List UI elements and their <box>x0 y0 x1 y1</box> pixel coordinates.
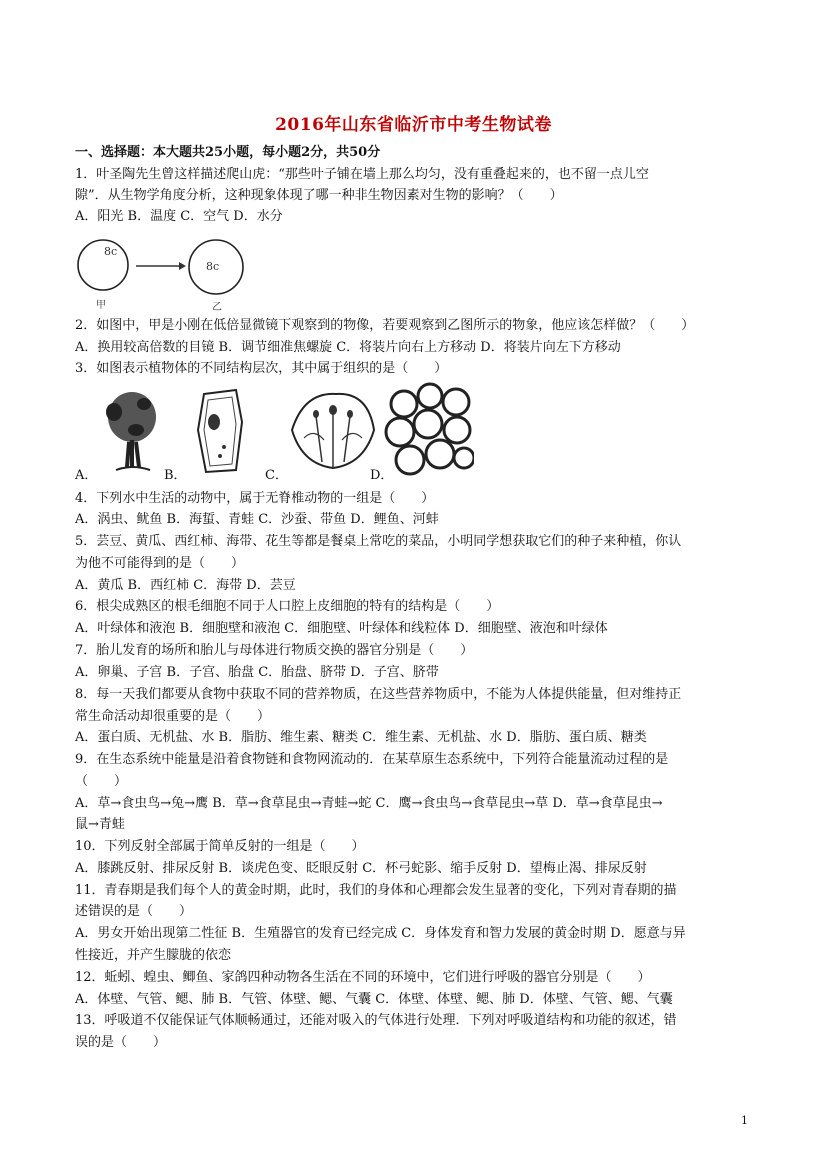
flower-image <box>292 394 374 468</box>
q3-stem: 3．如图表示植物体的不同结构层次，其中属于组织的是（ ） <box>75 361 448 376</box>
view-text-jia: 8c <box>104 245 118 258</box>
q12-stem: 12．蚯蚓、蝗虫、鲫鱼、家鸽四种动物各生活在不同的环境中，它们进行呼吸的器官分别是（ ） <box>75 970 651 985</box>
q4-options: A．涡虫、鱿鱼 B．海蜇、青蛙 C．沙蚕、带鱼 D．鲤鱼、河蚌 <box>75 512 439 527</box>
q8-stem-line1: 8．每一天我们都要从食物中获取不同的营养物质，在这些营养物质中，不能为人体提供能量，但对维持正 <box>75 687 682 702</box>
q5-options: A．黄瓜 B．西红柿 C．海带 D．芸豆 <box>75 578 296 593</box>
q1-stem-line1: 1．叶圣陶先生曾这样描述爬山虎：“那些叶子铺在墙上那么均匀，没有重叠起来的，也不留一点儿空 <box>75 167 649 182</box>
q6-stem: 6．根尖成熟区的根毛细胞不同于人口腔上皮细胞的特有的结构是（ ） <box>75 599 500 614</box>
section-heading: 一、选择题：本大题共25小题，每小题2分，共50分 <box>75 145 381 160</box>
q6-options: A．叶绿体和液泡 B．细胞壁和液泡 C．细胞壁、叶绿体和线粒体 D．细胞壁、液泡和叶绿体 <box>75 621 608 636</box>
q13-stem-line2: 误的是（ ） <box>75 1035 167 1050</box>
microscope-figure <box>74 232 264 314</box>
q3-label-d: D． <box>370 468 394 483</box>
q11-options-line1: A．男女开始出现第二性征 B．生殖器官的发育已经完成 C．身体发育和智力发展的黄金时期 D．愿意与异 <box>75 926 686 941</box>
q11-stem-line1: 11．青春期是我们每个人的黄金时期，此时，我们的身体和心理都会发生显著的变化，下列对青春期的描 <box>75 883 677 898</box>
plant-cell-image <box>198 390 242 472</box>
q3-label-b: B． <box>164 468 187 483</box>
q9-stem-line1: 9．在生态系统中能量是沿着食物链和食物网流动的．在某草原生态系统中，下列符合能量流动过程的是 <box>75 752 669 767</box>
tree-image <box>106 392 156 470</box>
q5-stem-line1: 5．芸豆、黄瓜、西红柿、海带、花生等都是餐桌上常吃的菜品，小明同学想获取它们的种子来种植，你认 <box>75 534 682 549</box>
q2-stem: 2．如图中，甲是小刚在低倍显微镜下观察到的物像，若要观察到乙图所示的物象，他应该怎样做？（ ） <box>75 318 695 333</box>
view-text-yi: 8c <box>206 260 220 273</box>
q3-label-a: A． <box>75 468 98 483</box>
label-yi: 乙 <box>212 302 222 313</box>
q7-options: A．卵巢、子宫 B．子宫、胎盘 C．胎盘、脐带 D．子宫、脐带 <box>75 665 439 680</box>
q9-stem-line2: （ ） <box>75 774 128 789</box>
q11-options-line2: 性接近，并产生朦胧的依恋 <box>75 948 232 963</box>
q9-options-line2: 鼠→青蛙 <box>75 817 125 832</box>
q7-stem: 7．胎儿发育的场所和胎儿与母体进行物质交换的器官分别是（ ） <box>75 643 474 658</box>
q8-stem-line2: 常生命活动却很重要的是（ ） <box>75 709 271 724</box>
q10-stem: 10．下列反射全部属于简单反射的一组是（ ） <box>75 839 365 854</box>
view-circle-jia <box>78 240 128 290</box>
q2-options: A．换用较高倍数的目镜 B．调节细准焦螺旋 C．将装片向右上方移动 D．将装片向左下方移动 <box>75 340 621 355</box>
arrow-head <box>179 262 186 270</box>
q4-stem: 4．下列水中生活的动物中，属于无脊椎动物的一组是（ ） <box>75 491 435 506</box>
q1-stem-line2: 隙”．从生物学角度分析，这种现象体现了哪一种非生物因素对生物的影响？（ ） <box>75 188 563 203</box>
page-title: 2016年山东省临沂市中考生物试卷 <box>275 115 552 135</box>
q10-options: A．膝跳反射、排尿反射 B．谈虎色变、眨眼反射 C．杯弓蛇影、缩手反射 D．望梅止渴、排尿反射 <box>75 861 647 876</box>
q12-options: A．体壁、气管、鳃、肺 B．气管、体壁、鳃、气囊 C．体壁、体壁、鳃、肺 D．体壁、气管、鳃、气囊 <box>75 992 673 1007</box>
q11-stem-line2: 述错误的是（ ） <box>75 904 193 919</box>
q8-options: A．蛋白质、无机盐、水 B．脂肪、维生素、糖类 C．维生素、无机盐、水 D．脂肪、蛋白质、糖类 <box>75 730 647 745</box>
page-number: 1 <box>741 1114 748 1127</box>
q1-options: A．阳光 B．温度 C．空气 D．水分 <box>75 209 283 224</box>
q13-stem-line1: 13．呼吸道不仅能保证气体顺畅通过，还能对吸入的气体进行处理．下列对呼吸道结构和功能的叙述，错 <box>75 1013 677 1028</box>
q5-stem-line2: 为他不可能得到的是（ ） <box>75 556 245 571</box>
q3-label-c: C． <box>265 468 288 483</box>
q9-options-line1: A．草→食虫鸟→兔→鹰 B．草→食草昆虫→青蛙→蛇 C．鹰→食虫鸟→食草昆虫→草 D．草→食草昆虫→ <box>75 796 663 811</box>
label-jia: 甲 <box>96 300 106 311</box>
tissue-image <box>386 384 474 474</box>
